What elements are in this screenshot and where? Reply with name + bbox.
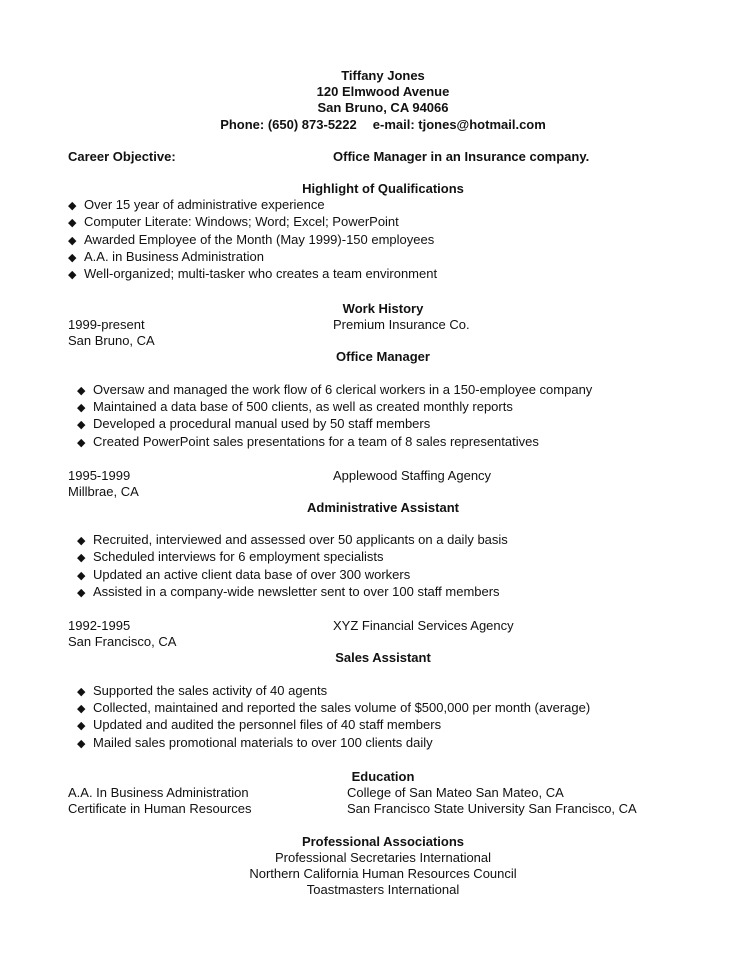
job-duty: ◆ Oversaw and managed the work flow of 6 clerical workers in a 150-employee company <box>77 381 592 400</box>
job-duty: ◆ Maintained a data base of 500 clients, as well as created monthly reports <box>77 398 513 417</box>
associations-heading: Professional Associations <box>301 834 465 849</box>
diamond-bullet-icon: ◆ <box>77 535 86 547</box>
diamond-bullet-icon: ◆ <box>68 269 77 281</box>
diamond-bullet-icon: ◆ <box>77 552 86 564</box>
contact-line <box>0 116 750 133</box>
job-dates: 1999-present <box>68 317 145 332</box>
association-item: Northern California Human Resources Council <box>249 866 517 881</box>
association-item: Toastmasters International <box>306 882 460 897</box>
job-duty: ◆ Recruited, interviewed and assessed over 50 applicants on a daily basis <box>77 531 508 550</box>
job-duty: ◆ Assisted in a company-wide newsletter sent to over 100 staff members <box>77 583 500 602</box>
email: e-mail: tjones@hotmail.com <box>372 117 546 132</box>
qualification-item: ◆ Computer Literate: Windows; Word; Excel; PowerPoint <box>68 213 399 232</box>
diamond-bullet-icon: ◆ <box>77 385 86 397</box>
city-address: San Bruno, CA 94066 <box>317 100 449 115</box>
diamond-bullet-icon: ◆ <box>68 200 77 212</box>
education-degree: Certificate in Human Resources <box>68 801 252 816</box>
qualifications-heading: Highlight of Qualifications <box>302 181 464 196</box>
job-duty: ◆ Mailed sales promotional materials to over 100 clients daily <box>77 734 433 753</box>
job-title: Administrative Assistant <box>307 500 459 515</box>
qualification-item: ◆ Awarded Employee of the Month (May 1999)-150 employees <box>68 231 434 250</box>
phone: Phone: (650) 873-5222 <box>220 117 357 132</box>
job-duty: ◆ Scheduled interviews for 6 employment specialists <box>77 548 383 567</box>
job-employer: XYZ Financial Services Agency <box>333 618 514 633</box>
diamond-bullet-icon: ◆ <box>68 217 77 229</box>
diamond-bullet-icon: ◆ <box>68 252 77 264</box>
job-duty: ◆ Updated an active client data base of over 300 workers <box>77 566 410 585</box>
work-history-heading: Work History <box>342 301 424 316</box>
job-duty: ◆ Updated and audited the personnel files of 40 staff members <box>77 716 441 735</box>
job-location: San Francisco, CA <box>68 634 177 649</box>
diamond-bullet-icon: ◆ <box>77 402 86 414</box>
job-location: Millbrae, CA <box>68 484 139 499</box>
diamond-bullet-icon: ◆ <box>77 570 86 582</box>
education-heading: Education <box>351 769 415 784</box>
qualification-item: ◆ Over 15 year of administrative experience <box>68 196 325 215</box>
education-school: College of San Mateo San Mateo, CA <box>347 785 564 800</box>
job-duty: ◆ Supported the sales activity of 40 agents <box>77 682 327 701</box>
education-degree: A.A. In Business Administration <box>68 785 249 800</box>
diamond-bullet-icon: ◆ <box>77 720 86 732</box>
job-title: Sales Assistant <box>335 650 431 665</box>
diamond-bullet-icon: ◆ <box>77 703 86 715</box>
association-item: Professional Secretaries International <box>274 850 492 865</box>
job-duty: ◆ Developed a procedural manual used by 50 staff members <box>77 415 430 434</box>
diamond-bullet-icon: ◆ <box>68 235 77 247</box>
job-duty: ◆ Created PowerPoint sales presentations for a team of 8 sales representatives <box>77 433 539 452</box>
street-address: 120 Elmwood Avenue <box>316 84 450 99</box>
education-school: San Francisco State University San Francisco, CA <box>347 801 637 816</box>
qualification-item: ◆ Well-organized; multi-tasker who creates a team environment <box>68 265 437 284</box>
job-location: San Bruno, CA <box>68 333 155 348</box>
job-title: Office Manager <box>336 349 430 364</box>
job-employer: Applewood Staffing Agency <box>333 468 492 483</box>
objective-value: Office Manager in an Insurance company. <box>333 149 590 164</box>
diamond-bullet-icon: ◆ <box>77 738 86 750</box>
job-duty: ◆ Collected, maintained and reported the sales volume of $500,000 per month (average) <box>77 699 590 718</box>
job-dates: 1992-1995 <box>68 618 131 633</box>
diamond-bullet-icon: ◆ <box>77 437 86 449</box>
qualification-item: ◆ A.A. in Business Administration <box>68 248 264 267</box>
diamond-bullet-icon: ◆ <box>77 587 86 599</box>
job-dates: 1995-1999 <box>68 468 131 483</box>
candidate-name: Tiffany Jones <box>341 68 425 83</box>
diamond-bullet-icon: ◆ <box>77 686 86 698</box>
objective-label: Career Objective: <box>68 149 176 164</box>
diamond-bullet-icon: ◆ <box>77 419 86 431</box>
job-employer: Premium Insurance Co. <box>333 317 470 332</box>
